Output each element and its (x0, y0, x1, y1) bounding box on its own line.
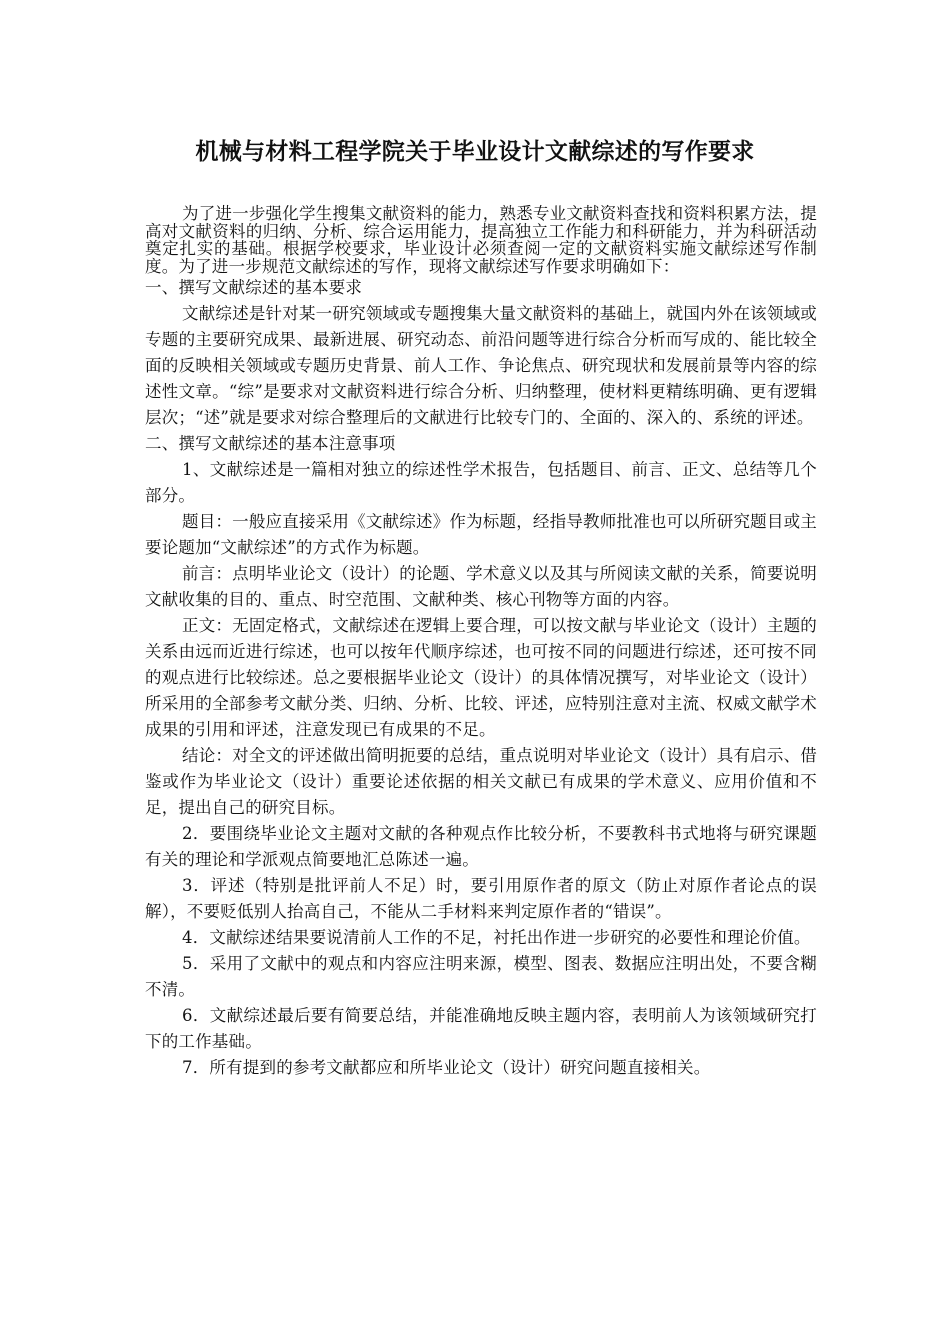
section-2-main-text-paragraph: 正文：无固定格式，文献综述在逻辑上要合理，可以按文献与毕业论文（设计）主题的关系由远而近进行综述，也可以按年代顺序综述，也可按不同的问题进行综述，还可按不同的观点进行比较综述。总之要根据毕业论文（设计）的具体情况撰写，对毕业论文（设计）所采用的全部参考文献分类、归纳、分析、比较、评述，应特别注意对主流、权威文献学术成果的引用和评述，注意发现已有成果的不足。 (145, 616, 817, 739)
section-2-item-1: 1、文献综述是一篇相对独立的综述性学术报告，包括题目、前言、正文、总结等几个部分。 (145, 460, 817, 505)
section-2-heading: 二、撰写文献综述的基本注意事项 (145, 434, 396, 453)
section-2-preface-paragraph: 前言：点明毕业论文（设计）的论题、学术意义以及其与所阅读文献的关系，简要说明文献收集的目的、重点、时空范围、文献种类、核心刊物等方面的内容。 (145, 564, 817, 609)
intro-paragraph: 为了进一步强化学生搜集文献资料的能力，熟悉专业文献资料查找和资料积累方法，提高对文献资料的归纳、分析、综合运用能力，提高独立工作能力和科研能力，并为科研活动奠定扎实的基础。根据学校要求，毕业设计必须查阅一定的文献资料实施文献综述写作制度。为了进一步规范文献综述的写作，现将文献综述写作要求明确如下： (145, 204, 817, 276)
section-2-item-5: 5．采用了文献中的观点和内容应注明来源，模型、图表、数据应注明出处，不要含糊不清。 (145, 954, 817, 999)
document-title: 机械与材料工程学院关于毕业设计文献综述的写作要求 (195, 138, 755, 165)
section-2-conclusion-paragraph: 结论：对全文的评述做出简明扼要的总结，重点说明对毕业论文（设计）具有启示、借鉴或作为毕业论文（设计）重要论述依据的相关文献已有成果的学术意义、应用价值和不足，提出自己的研究目标。 (145, 746, 817, 817)
section-2-item-4: 4．文献综述结果要说清前人工作的不足，衬托出作进一步研究的必要性和理论价值。 (182, 928, 811, 947)
section-1-paragraph: 文献综述是针对某一研究领域或专题搜集大量文献资料的基础上，就国内外在该领域或专题的主要研究成果、最新进展、研究动态、前沿问题等进行综合分析而写成的、能比较全面的反映相关领域或专题历史背景、前人工作、争论焦点、研究现状和发展前景等内容的综述性文章。“综”是要求对文献资料进行综合分析、归纳整理，使材料更精练明确、更有逻辑层次；“述”就是要求对综合整理后的文献进行比较专门的、全面的、深入的、系统的评述。 (145, 304, 817, 427)
section-2-item-3: 3．评述（特别是批评前人不足）时，要引用原作者的原文（防止对原作者论点的误解），不要贬低别人抬高自己，不能从二手材料来判定原作者的“错误”。 (145, 876, 817, 921)
section-2-item-7: 7．所有提到的参考文献都应和所毕业论文（设计）研究问题直接相关。 (182, 1058, 711, 1077)
document-body (145, 205, 817, 1081)
section-2-item-6: 6．文献综述最后要有简要总结，并能准确地反映主题内容，表明前人为该领域研究打下的工作基础。 (145, 1006, 817, 1051)
section-2-item-2: 2．要围绕毕业论文主题对文献的各种观点作比较分析，不要教科书式地将与研究课题有关的理论和学派观点简要地汇总陈述一遍。 (145, 824, 817, 869)
section-1-heading: 一、撰写文献综述的基本要求 (145, 278, 363, 297)
section-2-topic-paragraph: 题目：一般应直接采用《文献综述》作为标题，经指导教师批准也可以所研究题目或主要论题加“文献综述”的方式作为标题。 (145, 512, 817, 557)
